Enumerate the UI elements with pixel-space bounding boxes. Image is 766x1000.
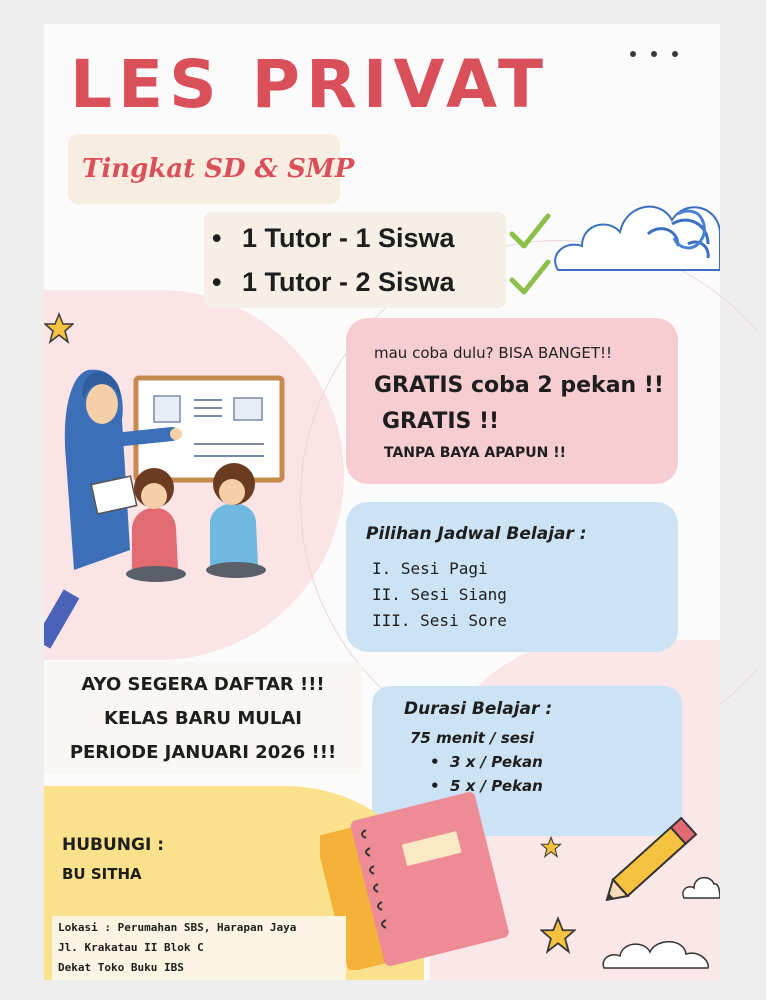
free-trial-line-2: GRATIS !! [382,409,500,434]
checkmark-icon [508,258,552,298]
cta-line-2: KELAS BARU MULAI [104,708,302,729]
cloud-icon [548,184,720,280]
notebook-icon [320,790,510,970]
page-title: LES PRIVAT [70,46,549,123]
free-trial-line-1: GRATIS coba 2 pekan !! [374,373,664,398]
more-dots-icon[interactable] [630,44,678,64]
star-icon [540,836,562,858]
contact-name: BU SITHA [62,865,142,883]
location-line-2: Jl. Krakatau II Blok C [58,941,204,954]
location-line-3: Dekat Toko Buku IBS [58,961,184,974]
cta-line-3: PERIODE JANUARI 2026 !!! [69,742,337,763]
teacher-illustration [44,360,294,650]
location-line-1: Lokasi : Perumahan SBS, Harapan Jaya [58,921,297,934]
tutor-option-1: • 1 Tutor - 1 Siswa [212,223,455,253]
duration-title: Durasi Belajar : [404,699,553,719]
star-icon [44,312,74,344]
duration-item: • 3 x / Pekan [430,753,543,771]
star-icon [540,916,576,954]
checkmark-icon [508,212,552,252]
schedule-title: Pilihan Jadwal Belajar : [366,524,587,544]
free-trial-line-3: TANPA BAYA APAPUN !! [384,445,567,461]
level-badge: Tingkat SD & SMP [82,154,355,184]
cloud-icon [680,868,720,902]
cta-line-1: AYO SEGERA DAFTAR !!! [81,674,325,695]
schedule-item: I. Sesi Pagi [372,559,488,578]
cloud-icon [600,932,710,972]
duration-per-session: 75 menit / sesi [410,729,534,747]
free-trial-prompt: mau coba dulu? BISA BANGET!! [374,344,613,362]
contact-label: HUBUNGI : [62,835,165,855]
schedule-item: III. Sesi Sore [372,611,507,630]
duration-item: • 5 x / Pekan [430,777,543,795]
schedule-item: II. Sesi Siang [372,585,507,604]
tutor-option-2: • 1 Tutor - 2 Siswa [212,267,455,297]
